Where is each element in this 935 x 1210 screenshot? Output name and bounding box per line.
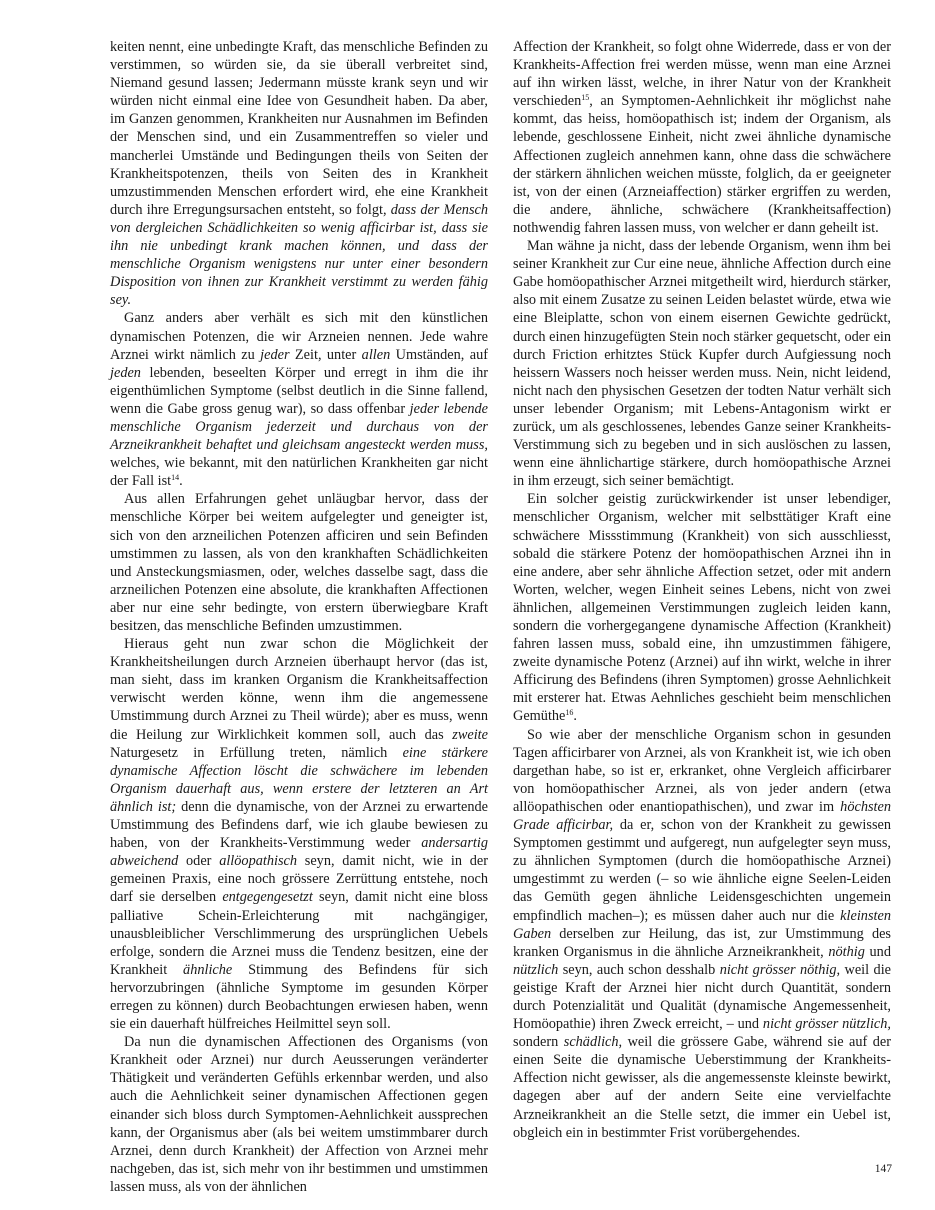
emphasis-text: jeder lebende menschliche Organism jederzeit und durchaus von der Arzneikrankheit behaftet und gleichsam angesteckt werden muss, xyxy=(110,400,489,454)
footnote-ref: 16 xyxy=(565,708,574,718)
paragraph xyxy=(110,1033,488,1196)
emphasis-text: höchsten Grade afficirbar, xyxy=(513,798,891,834)
text-run: und xyxy=(864,943,891,960)
paragraph xyxy=(110,309,488,490)
emphasis-text: nicht grösser nützlich, xyxy=(762,1016,891,1033)
text-run: , an Symptomen-Aehnlichkeit ihr möglichst nahe kommt, das heiss, homöopathisch ist; indem der Organism, als lebende, geschlossene Einheit, nicht zwei ähnliche dynamische Affectionen zugleich annehmen kann, ohne dass die schwächere der stärkern ähnlichen weichen müsste, folglich, da er geeigneter ist, von der einen (Arzneiaffection) stärker ergriffen zu werden, die andere, ähnliche, schwächere (Krankheitsaffection) nothwendig fahren lassen muss, von welcher er dann geheilt ist. xyxy=(513,93,891,236)
emphasis-text: nicht grösser nöthig, xyxy=(719,961,841,978)
text-run: Da nun die dynamischen Affectionen des Organisms (von Krankheit oder Arznei) nur durch Aeusserungen veränderter Thätigkeit und veränderten Gefühls erkennbar werden, und also auch die Aehnlichkeit seiner dynamischen Affectionen gegen einander sich bloss durch Symptomen-Aehnlichkeit aussprechen kann, der Organismus aber (als bei weitem umstimmbarer durch Arznei, denn durch Krankheit) der Affection von Arznei mehr nachgeben, das ist, sich mehr von ihr bestimmen und umstimmen lassen muss, als von der ähnlichen xyxy=(110,1034,488,1195)
text-run: sondern xyxy=(513,1034,564,1051)
text-run: weil die grössere Gabe, während sie auf der einen Seite die dynamische Ueberstimmung der Krankheits-Affection nicht gewisser, als die angemessenste kleinste bewirkt, dagegen aber auf der andern Seite eine vervielfachte Arzneikrankheit an die Stelle setzt, die immer ein Uebel ist, obgleich ein in bestimmter Frist vorübergehendes. xyxy=(513,1034,891,1141)
text-run: derselben zur Heilung, das ist, zur Umstimmung des kranken Organismus in die ähnliche Arzneikrankheit, xyxy=(513,925,891,960)
text-run: Naturgesetz in Erfüllung treten, nämlich xyxy=(110,744,403,761)
text-run: weil die geistige Kraft der Arznei hier nicht durch Quantität, sondern durch Potenzialität und Qualität (dynamische Angemessenheit, Homöopathie) ihren Zweck erreicht, – und xyxy=(513,961,892,1033)
paragraph xyxy=(110,635,488,1033)
text-run: . xyxy=(573,708,577,725)
emphasis-text: andersartig abweichend xyxy=(110,835,488,870)
emphasis-text: jeder xyxy=(260,346,290,363)
text-run: da er, schon von der Krankheit zu gewissen Symptomen gestimmt und aufgeregt, nun aufgelegter seyn muss, zu ähnlichen Symptomen (durch die homöopathische Arznei) umgestimmt zu werden (– so wie ähnliche eigne Seelen-Leiden das Gemüth gegen ähnliche Leidensgeschichten ungemein empfindlich machen–); es müssen daher auch nur die xyxy=(513,817,892,924)
emphasis-text: eine stärkere dynamische Affection löscht die schwächere im lebenden Organism dauerhaft aus, wenn erstere der letzteren an Art ähnlich ist; xyxy=(110,744,488,815)
text-run: Zeit, unter xyxy=(289,346,362,363)
emphasis-text: allöopathisch xyxy=(219,853,298,870)
text-run: Ein solcher geistig zurückwirkender ist unser lebendiger, menschlicher Organism, welcher mit selbsttätiger Kraft eine schwächere Missstimmung (Krankheit) von sich ausschliesst, sobald die stärkere Potenz der homöopathischen Arznei ihn in eine andere, aber sehr ähnliche Affection setzet, oder mit andern Worten, welcher, wegen Einheit seines Lebens, nicht von zwei ähnlichen, allgemeinen Verstimmungen zugleich leiden kann, sondern die vorhergegangene dynamische Affection (Krankheit) fahren lassen muss, sobald eine, ihn umzustimmen fähigere, zweite dynamische Potenz (Arznei) auf ihn wirkt, welche in ihrer Afficirung des Befindens (ihren Symptomen) grosse Aehnlichkeit mit ersterer hat. Etwas Aehnliches geschieht beim menschlichen Gemüthe xyxy=(513,491,891,725)
emphasis-text: ähnliche xyxy=(183,961,233,978)
text-run: oder xyxy=(178,853,220,870)
right-column xyxy=(513,38,891,1142)
text-run: . xyxy=(179,473,183,490)
page-number: 147 xyxy=(874,1163,892,1175)
text-run: Man wähne ja nicht, dass der lebende Organism, wenn ihm bei seiner Krankheit zur Cur eine neue, ähnliche Affection durch eine Gabe homöopathischer Arznei mitgetheilt wird, hierdurch stärker, also mit einem Zusatze zu seinen Leiden belastet würde, etwa wie eine Bleiplatte, schon von einem eisernen Gewichte gedrückt, durch einen hinzugefügten Stein noch stärker gequetscht, oder ein durch Friction erhitztes Stück Kupfer durch Aufgiessung noch heissern Wassers noch heisser werden muss. Nein, nicht leidend, nicht nach den physischen Gesetzen der todten Natur verhält sich unser lebender Organism; mit Lebens-Antagonism wirkt er zurück, um als geschlossenes, lebendes Ganze seiner Krankheits-Verstimmung sich zu begeben und in sich auslöschen zu lassen, wenn eine ähnlichartige stärkere, durch homöopathische Arznei in ihm erzeugt, sich seiner bemächtigt. xyxy=(513,238,891,490)
text-run: So wie aber der menschliche Organism schon in gesunden Tagen afficirbarer von Arznei, als von Krankheit ist, wie ich oben dargethan habe, so ist er, erkranket, ohne Vergleich afficirbarer von homöopathischer Arznei, als von jeder andern (etwa allöopathischen oder enantiopathischen), und zwar im xyxy=(513,726,891,815)
paragraph xyxy=(513,490,891,725)
text-run: Aus allen Erfahrungen gehet unläugbar hervor, dass der menschliche Körper bei weitem aufgelegter und geneigter ist, sich von den arzneilichen Potenzen afficiren und sein Befinden umstimmen zu lassen, als von den krankhaften Schädlichkeiten und Ansteckungsmiasmen, oder, welches dasselbe sagt, dass die arzneilichen Potenzen eine absolute, die krankhaften Affectionen aber nur eine sehr bedingte, von erstern überwiegbare Kraft besitzen, das menschliche Befinden umzustimmen. xyxy=(110,491,488,634)
emphasis-text: nützlich xyxy=(513,961,559,978)
text-run: Stimmung des Befindens für sich hervorzubringen (ähnliche Symptome im gesunden Körper erregen zu können) durch Beobachtungen erwiesen haben, wenn sie ein dauerhaft hülfreiches Heilmittel seyn soll. xyxy=(110,961,488,1033)
text-run: seyn, damit nicht, wie in der gemeinen Praxis, eine noch grössere Zerrüttung entstehe, noch darf sie derselben xyxy=(110,853,488,906)
emphasis-text: entgegengesetzt xyxy=(222,889,313,906)
footnote-ref: 14 xyxy=(171,473,180,483)
emphasis-text: zweite xyxy=(452,726,488,743)
emphasis-text: dass der Mensch von dergleichen Schädlichkeiten so wenig afficirbar ist, dass sie ihn nie unbedingt krank machen können, und dass der menschliche Organism wenigstens nur unter einer besondern Disposition von ihnen zur Krankheit verstimmt zu werden fähig sey. xyxy=(110,201,489,309)
emphasis-text: jeden xyxy=(110,364,141,381)
paragraph xyxy=(110,490,488,635)
emphasis-text: schädlich, xyxy=(563,1034,623,1051)
text-run: Umständen, auf xyxy=(390,346,488,363)
text-run: welches, wie bekannt, mit den natürlichen Krankheiten gar nicht der Fall ist xyxy=(110,455,488,490)
paragraph xyxy=(513,237,891,490)
text-run: seyn, damit nicht eine bloss palliative Schein-Erleichterung mit nachgängiger, unausbleiblicher Verschlimmerung des ursprünglichen Uebels erfolge, sondern die Arznei muss die Tendenz besitzen, eine der Krankheit xyxy=(110,889,488,978)
paragraph xyxy=(513,38,891,237)
text-run: Affection der Krankheit, so folgt ohne Widerrede, dass er von der Krankheits-Affection frei werden müsse, wenn man eine Arznei auf ihn wirken lässt, welche, in ihrer Natur von der Krankheit verschieden xyxy=(513,39,891,110)
paragraph xyxy=(513,726,891,1142)
left-column xyxy=(110,38,488,1196)
emphasis-text: allen xyxy=(361,346,391,363)
emphasis-text: kleinsten Gaben xyxy=(513,907,891,942)
text-run: lebenden, beseelten Körper und erregt in ihm die ihr eigenthümlichen Symptome (selbst deutlich in die Sinne fallend, wenn die Gabe gross genug war), so dass offenbar xyxy=(110,364,488,417)
text-run: denn die dynamische, von der Arznei zu erwartende Umstimmung des Befindens darf, wie ich glaube bewiesen zu haben, von der Krankheits-Verstimmung weder xyxy=(110,798,489,852)
text-run: seyn, auch schon desshalb xyxy=(558,961,720,978)
emphasis-text: nöthig xyxy=(828,943,865,960)
footnote-ref: 15 xyxy=(581,93,590,103)
text-run: Ganz anders aber verhält es sich mit den künstlichen dynamischen Potenzen, die wir Arzneien nennen. Jede wahre Arznei wirkt nämlich zu xyxy=(110,310,488,363)
text-run: Hieraus geht nun zwar schon die Möglichkeit der Krankheitsheilungen durch Arzneien überhaupt hervor (das ist, man sieht, dass im kranken Organism die Krankheitsaffection verwischt werden könne, wenn ihm die angemessene Umstimmung durch Arznei zu Theil würde); aber es muss, wenn die Heilung zur Wirklichkeit kommen soll, auch das xyxy=(110,636,488,743)
paragraph xyxy=(110,38,488,309)
text-run: keiten nennt, eine unbedingte Kraft, das menschliche Befinden zu verstimmen, so würden sie, da sie überall verbreitet sind, Niemand gesund lassen; Jedermann müsste krank seyn und wir würden nicht einmal eine Idee von Gesundheit haben. Da aber, im Ganzen genommen, Krankheiten nur Ausnahmen im Befinden der Menschen sind, und ein Zusammentreffen so vieler und mancherlei Umstände und Bedingungen theils von Seiten der Krankheitspotenzen, theils von Seiten des in Krankheit umzustimmenden Menschen erfordert wird, ehe eine Krankheit durch ihre Erregungsursachen entsteht, so folgt, xyxy=(110,39,488,218)
